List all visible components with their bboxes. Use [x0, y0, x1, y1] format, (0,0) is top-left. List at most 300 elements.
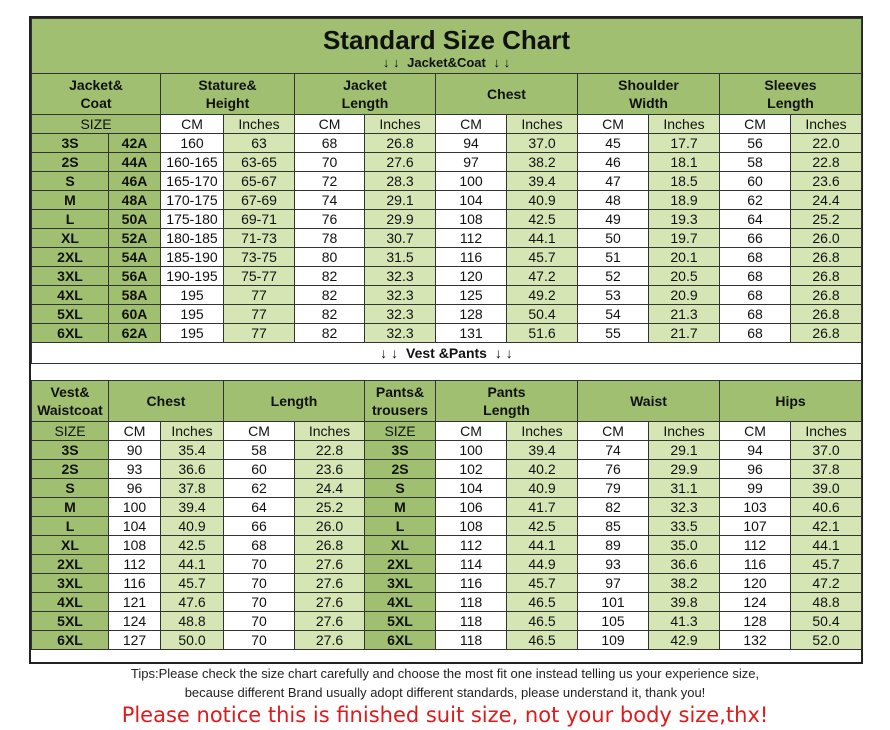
unit-inches: Inches	[507, 422, 578, 441]
size-cell: XL	[32, 536, 109, 555]
header-sleeves: Sleeves Length	[720, 74, 862, 115]
size-label: SIZE	[365, 422, 436, 441]
vest-unit-row	[32, 422, 862, 441]
value-cell: 112	[436, 536, 507, 555]
value-cell: 195	[161, 305, 224, 324]
value-cell: 32.3	[365, 286, 436, 305]
value-cell: 22.0	[791, 134, 862, 153]
header-hips: Hips	[720, 381, 862, 422]
value-cell: 38.2	[649, 574, 720, 593]
value-cell: 77	[224, 305, 295, 324]
value-cell: 23.6	[791, 172, 862, 191]
size-cell: 5XL	[365, 612, 436, 631]
vest-table-body	[32, 441, 862, 650]
value-cell: 185-190	[161, 248, 224, 267]
value-cell: 100	[109, 498, 161, 517]
value-cell: 27.6	[365, 153, 436, 172]
value-cell: 68	[720, 305, 791, 324]
value-cell: 77	[224, 324, 295, 343]
value-cell: 68	[720, 324, 791, 343]
size-cell: 2XL	[365, 555, 436, 574]
value-cell: 104	[436, 479, 507, 498]
value-cell: 32.3	[365, 324, 436, 343]
value-cell: 65-67	[224, 172, 295, 191]
value-cell: 82	[295, 324, 365, 343]
value-cell: 124	[720, 593, 791, 612]
value-cell: 63-65	[224, 153, 295, 172]
value-cell: 52	[578, 267, 649, 286]
value-cell: 39.0	[791, 479, 862, 498]
value-cell: 82	[295, 305, 365, 324]
header-chest: Chest	[436, 74, 578, 115]
value-cell: 64	[224, 498, 295, 517]
value-cell: 36.6	[649, 555, 720, 574]
vest-section-divider	[32, 343, 862, 364]
value-cell: 42.5	[161, 536, 224, 555]
value-cell: 102	[436, 460, 507, 479]
size-cell: 48A	[109, 191, 161, 210]
value-cell: 79	[578, 479, 649, 498]
size-cell: L	[365, 517, 436, 536]
value-cell: 22.8	[791, 153, 862, 172]
jacket-section-text: Jacket&Coat	[407, 55, 486, 70]
value-cell: 17.7	[649, 134, 720, 153]
value-cell: 48.8	[161, 612, 224, 631]
value-cell: 114	[436, 555, 507, 574]
table-row	[32, 267, 862, 286]
value-cell: 62	[224, 479, 295, 498]
header-vest-chest: Chest	[109, 381, 224, 422]
table-row	[32, 631, 862, 650]
value-cell: 68	[720, 267, 791, 286]
unit-inches: Inches	[507, 115, 578, 134]
value-cell: 36.6	[161, 460, 224, 479]
value-cell: 55	[578, 324, 649, 343]
size-cell: 54A	[109, 248, 161, 267]
value-cell: 21.3	[649, 305, 720, 324]
value-cell: 30.7	[365, 229, 436, 248]
header-vest-length: Length	[224, 381, 365, 422]
value-cell: 175-180	[161, 210, 224, 229]
table-row	[32, 555, 862, 574]
value-cell: 190-195	[161, 267, 224, 286]
value-cell: 35.4	[161, 441, 224, 460]
value-cell: 75-77	[224, 267, 295, 286]
value-cell: 120	[436, 267, 507, 286]
unit-cm: CM	[436, 115, 507, 134]
value-cell: 41.7	[507, 498, 578, 517]
value-cell: 23.6	[295, 460, 365, 479]
value-cell: 68	[720, 248, 791, 267]
size-cell: L	[32, 517, 109, 536]
value-cell: 42.5	[507, 210, 578, 229]
value-cell: 69-71	[224, 210, 295, 229]
value-cell: 48.8	[791, 593, 862, 612]
size-cell: 6XL	[32, 324, 109, 343]
value-cell: 18.5	[649, 172, 720, 191]
size-cell: 52A	[109, 229, 161, 248]
table-row	[32, 441, 862, 460]
value-cell: 76	[295, 210, 365, 229]
value-cell: 170-175	[161, 191, 224, 210]
value-cell: 107	[720, 517, 791, 536]
size-cell: 3S	[32, 134, 109, 153]
value-cell: 51.6	[507, 324, 578, 343]
table-row	[32, 517, 862, 536]
table-row	[32, 248, 862, 267]
value-cell: 72	[295, 172, 365, 191]
down-arrow-icon: ↓ ↓	[382, 55, 400, 70]
value-cell: 118	[436, 612, 507, 631]
value-cell: 37.0	[791, 441, 862, 460]
value-cell: 125	[436, 286, 507, 305]
value-cell: 63	[224, 134, 295, 153]
jacket-unit-row	[32, 115, 862, 134]
value-cell: 66	[720, 229, 791, 248]
table-row	[32, 460, 862, 479]
value-cell: 94	[720, 441, 791, 460]
unit-cm: CM	[109, 422, 161, 441]
value-cell: 45	[578, 134, 649, 153]
value-cell: 48	[578, 191, 649, 210]
unit-cm: CM	[224, 422, 295, 441]
size-cell: 58A	[109, 286, 161, 305]
value-cell: 42.9	[649, 631, 720, 650]
unit-inches: Inches	[295, 422, 365, 441]
value-cell: 74	[295, 191, 365, 210]
unit-inches: Inches	[161, 422, 224, 441]
value-cell: 24.4	[791, 191, 862, 210]
size-cell: 3S	[365, 441, 436, 460]
value-cell: 108	[109, 536, 161, 555]
value-cell: 40.9	[507, 191, 578, 210]
value-cell: 97	[578, 574, 649, 593]
size-cell: 50A	[109, 210, 161, 229]
size-cell: S	[32, 479, 109, 498]
value-cell: 27.6	[295, 631, 365, 650]
size-cell: 6XL	[32, 631, 109, 650]
value-cell: 77	[224, 286, 295, 305]
value-cell: 118	[436, 631, 507, 650]
value-cell: 58	[224, 441, 295, 460]
value-cell: 112	[436, 229, 507, 248]
value-cell: 26.8	[791, 248, 862, 267]
value-cell: 21.7	[649, 324, 720, 343]
value-cell: 44.1	[507, 229, 578, 248]
value-cell: 26.8	[791, 324, 862, 343]
table-row	[32, 536, 862, 555]
table-row	[32, 229, 862, 248]
value-cell: 85	[578, 517, 649, 536]
down-arrow-icon: ↓ ↓	[494, 345, 513, 361]
vest-section-text: Vest &Pants	[406, 345, 487, 361]
value-cell: 58	[720, 153, 791, 172]
value-cell: 50.4	[507, 305, 578, 324]
vest-pants-size-table	[31, 380, 862, 650]
size-cell: 56A	[109, 267, 161, 286]
value-cell: 51	[578, 248, 649, 267]
size-cell: 60A	[109, 305, 161, 324]
value-cell: 105	[578, 612, 649, 631]
value-cell: 54	[578, 305, 649, 324]
value-cell: 40.6	[791, 498, 862, 517]
value-cell: 45.7	[507, 248, 578, 267]
value-cell: 39.8	[649, 593, 720, 612]
size-cell: S	[365, 479, 436, 498]
value-cell: 108	[436, 210, 507, 229]
value-cell: 37.8	[791, 460, 862, 479]
value-cell: 112	[109, 555, 161, 574]
size-cell: 62A	[109, 324, 161, 343]
value-cell: 124	[109, 612, 161, 631]
value-cell: 66	[224, 517, 295, 536]
value-cell: 26.8	[791, 286, 862, 305]
table-row	[32, 305, 862, 324]
value-cell: 45.7	[161, 574, 224, 593]
table-row	[32, 574, 862, 593]
value-cell: 50	[578, 229, 649, 248]
value-cell: 132	[720, 631, 791, 650]
value-cell: 40.9	[161, 517, 224, 536]
value-cell: 50.4	[791, 612, 862, 631]
value-cell: 112	[720, 536, 791, 555]
unit-cm: CM	[720, 115, 791, 134]
jacket-table-body	[32, 134, 862, 343]
size-cell: 3S	[32, 441, 109, 460]
header-jacket-length: Jacket Length	[295, 74, 436, 115]
size-cell: S	[32, 172, 109, 191]
value-cell: 32.3	[365, 305, 436, 324]
table-row	[32, 286, 862, 305]
unit-cm: CM	[578, 422, 649, 441]
value-cell: 160-165	[161, 153, 224, 172]
value-cell: 38.2	[507, 153, 578, 172]
size-cell: XL	[365, 536, 436, 555]
value-cell: 24.4	[295, 479, 365, 498]
down-arrow-icon: ↓ ↓	[493, 55, 511, 70]
value-cell: 82	[578, 498, 649, 517]
size-cell: 2S	[32, 153, 109, 172]
value-cell: 41.3	[649, 612, 720, 631]
value-cell: 20.1	[649, 248, 720, 267]
chart-title: Standard Size Chart	[322, 25, 571, 55]
value-cell: 35.0	[649, 536, 720, 555]
unit-cm: CM	[720, 422, 791, 441]
value-cell: 25.2	[791, 210, 862, 229]
value-cell: 29.9	[365, 210, 436, 229]
value-cell: 165-170	[161, 172, 224, 191]
size-cell: 4XL	[32, 593, 109, 612]
header-pants-length: Pants Length	[436, 381, 578, 422]
size-cell: 2S	[32, 460, 109, 479]
size-chart	[29, 16, 863, 664]
value-cell: 22.8	[295, 441, 365, 460]
value-cell: 97	[436, 153, 507, 172]
value-cell: 40.9	[507, 479, 578, 498]
value-cell: 128	[436, 305, 507, 324]
value-cell: 116	[109, 574, 161, 593]
value-cell: 195	[161, 324, 224, 343]
value-cell: 104	[436, 191, 507, 210]
value-cell: 44.1	[161, 555, 224, 574]
value-cell: 26.0	[295, 517, 365, 536]
value-cell: 131	[436, 324, 507, 343]
value-cell: 103	[720, 498, 791, 517]
value-cell: 47.6	[161, 593, 224, 612]
value-cell: 76	[578, 460, 649, 479]
value-cell: 82	[295, 286, 365, 305]
value-cell: 118	[436, 593, 507, 612]
size-cell: 6XL	[365, 631, 436, 650]
tips-line-2: because different Brand usually adopt different standards, please understand it, thank you!	[184, 685, 706, 700]
value-cell: 73-75	[224, 248, 295, 267]
value-cell: 44.1	[507, 536, 578, 555]
size-cell: 3XL	[365, 574, 436, 593]
table-row	[32, 479, 862, 498]
value-cell: 50.0	[161, 631, 224, 650]
value-cell: 20.5	[649, 267, 720, 286]
value-cell: 31.1	[649, 479, 720, 498]
value-cell: 104	[109, 517, 161, 536]
value-cell: 42.1	[791, 517, 862, 536]
value-cell: 32.3	[365, 267, 436, 286]
value-cell: 106	[436, 498, 507, 517]
value-cell: 127	[109, 631, 161, 650]
value-cell: 27.6	[295, 593, 365, 612]
size-cell: 3XL	[32, 267, 109, 286]
size-cell: 44A	[109, 153, 161, 172]
value-cell: 78	[295, 229, 365, 248]
value-cell: 100	[436, 441, 507, 460]
value-cell: 70	[224, 574, 295, 593]
size-cell: M	[365, 498, 436, 517]
value-cell: 19.3	[649, 210, 720, 229]
value-cell: 37.8	[161, 479, 224, 498]
value-cell: 26.0	[791, 229, 862, 248]
header-pants: Pants& trousers	[365, 381, 436, 422]
value-cell: 28.3	[365, 172, 436, 191]
value-cell: 47	[578, 172, 649, 191]
size-label: SIZE	[32, 115, 161, 134]
value-cell: 101	[578, 593, 649, 612]
value-cell: 47.2	[507, 267, 578, 286]
unit-inches: Inches	[791, 115, 862, 134]
jacket-size-table	[31, 18, 862, 364]
value-cell: 67-69	[224, 191, 295, 210]
value-cell: 39.4	[161, 498, 224, 517]
unit-inches: Inches	[224, 115, 295, 134]
value-cell: 26.8	[791, 305, 862, 324]
unit-inches: Inches	[791, 422, 862, 441]
value-cell: 89	[578, 536, 649, 555]
header-jacket-coat: Jacket& Coat	[32, 74, 161, 115]
value-cell: 33.5	[649, 517, 720, 536]
value-cell: 29.1	[649, 441, 720, 460]
size-cell: L	[32, 210, 109, 229]
value-cell: 82	[295, 267, 365, 286]
value-cell: 120	[720, 574, 791, 593]
value-cell: 27.6	[295, 574, 365, 593]
value-cell: 100	[436, 172, 507, 191]
value-cell: 46.5	[507, 612, 578, 631]
size-cell: 3XL	[32, 574, 109, 593]
value-cell: 44.1	[791, 536, 862, 555]
unit-inches: Inches	[649, 422, 720, 441]
value-cell: 37.0	[507, 134, 578, 153]
value-cell: 90	[109, 441, 161, 460]
header-waist: Waist	[578, 381, 720, 422]
size-cell: M	[32, 498, 109, 517]
value-cell: 116	[720, 555, 791, 574]
value-cell: 62	[720, 191, 791, 210]
value-cell: 44.9	[507, 555, 578, 574]
value-cell: 18.1	[649, 153, 720, 172]
value-cell: 93	[109, 460, 161, 479]
table-row	[32, 172, 862, 191]
value-cell: 70	[295, 153, 365, 172]
value-cell: 70	[224, 555, 295, 574]
value-cell: 121	[109, 593, 161, 612]
value-cell: 195	[161, 286, 224, 305]
value-cell: 27.6	[295, 555, 365, 574]
value-cell: 29.1	[365, 191, 436, 210]
value-cell: 29.9	[649, 460, 720, 479]
table-row	[32, 134, 862, 153]
value-cell: 27.6	[295, 612, 365, 631]
size-cell: 2XL	[32, 555, 109, 574]
value-cell: 96	[720, 460, 791, 479]
value-cell: 109	[578, 631, 649, 650]
size-cell: 5XL	[32, 305, 109, 324]
value-cell: 39.4	[507, 172, 578, 191]
tips-line-1: Tips:Please check the size chart carefully and choose the most fit one instead telling us your experience size,	[130, 666, 760, 681]
value-cell: 64	[720, 210, 791, 229]
value-cell: 26.8	[791, 267, 862, 286]
unit-cm: CM	[578, 115, 649, 134]
value-cell: 18.9	[649, 191, 720, 210]
table-row	[32, 153, 862, 172]
size-label: SIZE	[32, 422, 109, 441]
value-cell: 96	[109, 479, 161, 498]
value-cell: 31.5	[365, 248, 436, 267]
value-cell: 46.5	[507, 631, 578, 650]
size-cell: 4XL	[365, 593, 436, 612]
down-arrow-icon: ↓ ↓	[380, 345, 399, 361]
table-row	[32, 612, 862, 631]
finished-size-notice: Please notice this is finished suit size, not your body size,thx!	[121, 703, 769, 727]
value-cell: 26.8	[365, 134, 436, 153]
value-cell: 45.7	[507, 574, 578, 593]
value-cell: 128	[720, 612, 791, 631]
value-cell: 53	[578, 286, 649, 305]
size-cell: 2XL	[32, 248, 109, 267]
value-cell: 68	[295, 134, 365, 153]
value-cell: 46	[578, 153, 649, 172]
value-cell: 32.3	[649, 498, 720, 517]
value-cell: 99	[720, 479, 791, 498]
value-cell: 93	[578, 555, 649, 574]
size-cell: 42A	[109, 134, 161, 153]
value-cell: 49	[578, 210, 649, 229]
unit-cm: CM	[436, 422, 507, 441]
value-cell: 80	[295, 248, 365, 267]
header-shoulder: Shoulder Width	[578, 74, 720, 115]
table-row	[32, 191, 862, 210]
value-cell: 42.5	[507, 517, 578, 536]
value-cell: 70	[224, 593, 295, 612]
value-cell: 60	[720, 172, 791, 191]
value-cell: 94	[436, 134, 507, 153]
